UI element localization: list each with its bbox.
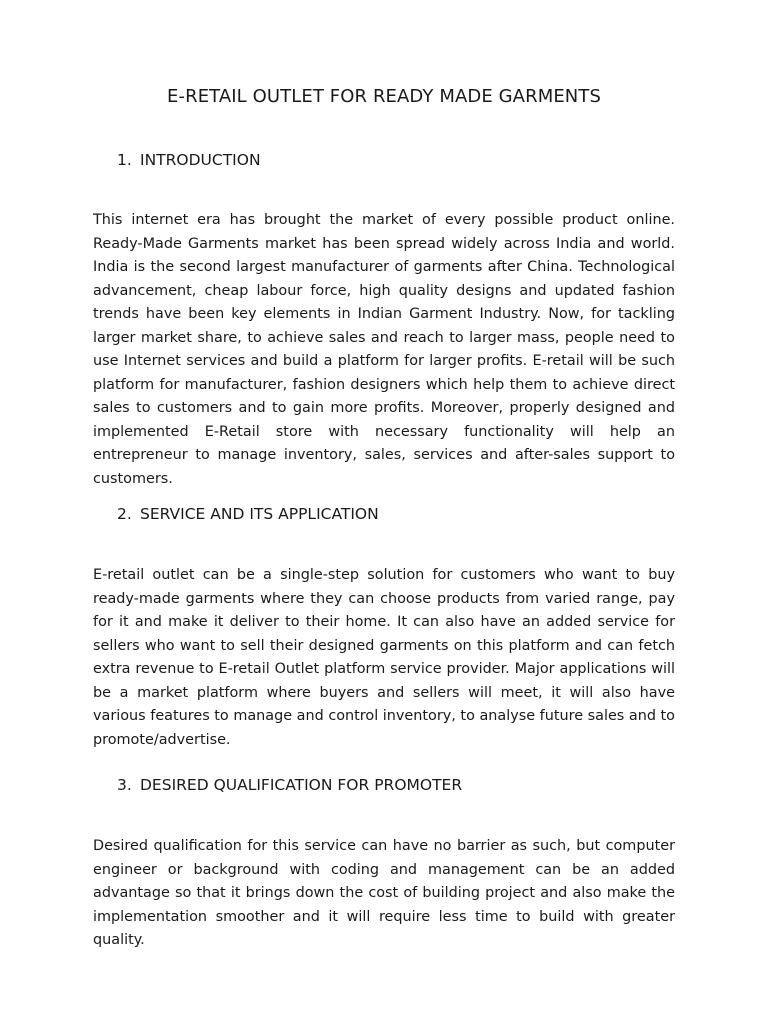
document-title: E-RETAIL OUTLET FOR READY MADE GARMENTS [167, 86, 601, 107]
section-number: 1. [117, 151, 132, 169]
section-heading-introduction [117, 151, 261, 169]
section-heading-text: SERVICE AND ITS APPLICATION [140, 505, 379, 523]
section-number: 3. [117, 776, 132, 794]
section-heading-text: INTRODUCTION [140, 151, 261, 169]
section-body-introduction: This internet era has brought the market of every possible product online. Ready-Made Garments market has been spread widely across India and world. India is the second largest manufacturer of garments after China. Technological advancement, cheap labour force, high quality designs and updated fashion trends have been key elements in Indian Garment Industry. Now, for tackling larger market share, to achieve sales and reach to larger mass, people need to use Internet services and build a platform for larger profits. E-retail will be such platform for manufacturer, fashion designers which help them to achieve direct sales to customers and to gain more profits. Moreover, properly designed and implemented E-Retail store with necessary functionality will help an entrepreneur to manage inventory, sales, services and after-sales support to customers. [93, 212, 675, 487]
section-heading-text: DESIRED QUALIFICATION FOR PROMOTER [140, 776, 463, 794]
section-heading-qualification [117, 776, 462, 794]
section-heading-service [117, 505, 379, 523]
section-number: 2. [117, 505, 132, 523]
section-body-service: E-retail outlet can be a single-step solution for customers who want to buy ready-made garments where they can choose products from varied range, pay for it and make it deliver to their home. It can also have an added service for sellers who want to sell their designed garments on this platform and can fetch extra revenue to E-retail Outlet platform service provider. Major applications will be a market platform where buyers and sellers will meet, it will also have various features to manage and control inventory, to analyse future sales and to promote/advertise. [93, 567, 675, 748]
section-body-qualification: Desired qualification for this service can have no barrier as such, but computer engineer or background with coding and management can be an added advantage so that it brings down the cost of building project and also make the implementation smoother and it will require less time to build with greater quality. [93, 838, 675, 948]
